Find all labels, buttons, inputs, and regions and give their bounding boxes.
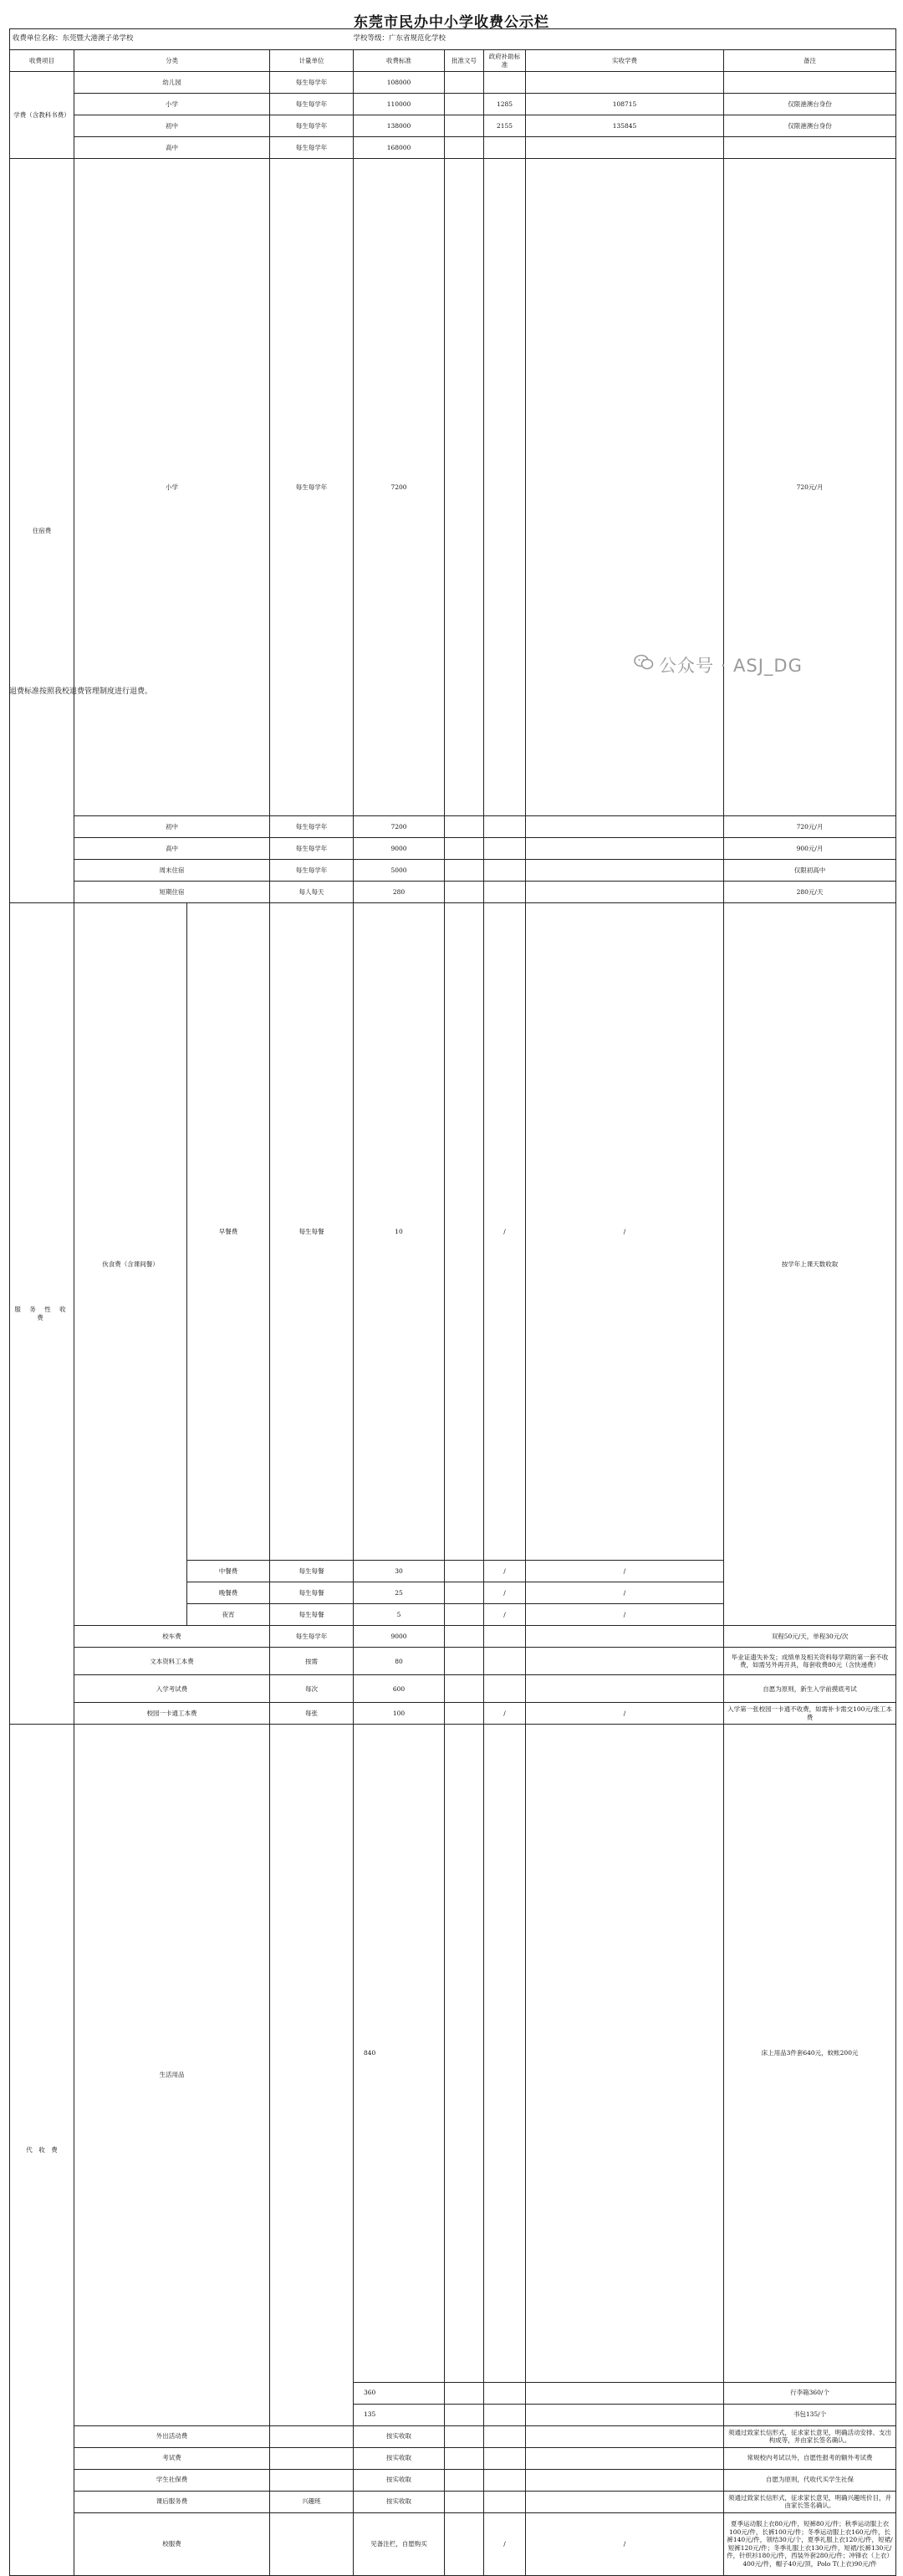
header-unit: 计量单位 — [270, 50, 354, 72]
fee-table — [9, 28, 896, 2576]
table-row: 服 务 性 收 费 伙食费（含课间餐） 早餐费 每生每餐 10 / / 按学年上课天数收取 — [10, 903, 896, 1561]
wechat-icon — [634, 654, 654, 671]
meal-note: 按学年上课天数收取 — [724, 903, 896, 1626]
table-row: 360 行李箱360/个 — [10, 2382, 896, 2404]
grade-label: 学校等级： — [353, 34, 390, 43]
daily-label: 生活用品 — [74, 1725, 270, 2425]
table-row: 135 书包135/个 — [10, 2404, 896, 2425]
table-row: 校服费 见备注栏，自愿购买 / / 夏季运动服上衣80元/件，短裤80元/件；秋季运动服上衣100元/件，长裤100元/件；冬季运动服上衣160元/件，长裤140元/件，领结30元/个，夏季礼服上衣120元/件，短裙/短裤120元/件；冬季礼服上衣130元/件，短裙/长裤130元/件，针织衫180元/件，西装外套280元/件；冲锋衣（上衣）400元/件，帽子40元/顶，Polo T(上衣)90元/件 — [10, 2512, 896, 2575]
boarding-label: 住宿费 — [10, 159, 74, 903]
table-row: 代 收 费 生活用品 840 床上用品3件套640元，蚊帐200元 — [10, 1725, 896, 2382]
table-row: 短期住宿 每人每天 280 280元/天 — [10, 882, 896, 903]
header-row — [10, 50, 896, 72]
table-row: 周末住宿 每生每学年 5000 仅限初高中 — [10, 860, 896, 882]
header-actual: 实收学费 — [526, 50, 724, 72]
table-row: 中餐费 每生每餐 30 / / — [10, 1561, 896, 1582]
table-row: 夜宵 每生每餐 5 / / — [10, 1604, 896, 1626]
header-category: 分类 — [74, 50, 270, 72]
table-row: 校车费 每生每学年 9000 双程50元/天，单程30元/次 — [10, 1626, 896, 1648]
table-row: 高中 每生每学年 168000 — [10, 137, 896, 159]
tuition-label: 学费（含教科书费） — [10, 72, 74, 159]
info-row — [10, 29, 896, 50]
table-row: 校园一卡通工本费 每张 100 / / 入学第一张校园一卡通不收费，如需补卡需交100元/张工本费 — [10, 1703, 896, 1725]
grade-value: 广东省规范化学校 — [389, 34, 446, 43]
table-row: 小学 每生每学年 110000 1285 108715 仅限港澳台身份 — [10, 94, 896, 115]
unit-value: 东莞暨大港澳子弟学校 — [62, 34, 134, 43]
unit-label: 收费单位名称： — [13, 34, 63, 43]
table-row: 晚餐费 每生每餐 25 / / — [10, 1582, 896, 1604]
table-row: 住宿费 小学 每生每学年 7200 720元/月 — [10, 159, 896, 816]
table-row: 初中 每生每学年 138000 2155 135845 仅限港澳台身份 — [10, 115, 896, 137]
table-row: 文本资料工本费 按需 80 毕业证遗失补发；成绩单及相关资料每学期的第一套不收费，如需另外再开具，每套收费80元（含快递费） — [10, 1648, 896, 1675]
collect-label: 代 收 费 — [10, 1725, 74, 2575]
table-row: 学生社保费 按实收取 自愿为原则，代收代买学生社保 — [10, 2469, 896, 2491]
meal-label: 伙食费（含课间餐） — [74, 903, 187, 1626]
watermark — [659, 652, 803, 677]
table-row: 入学考试费 每次 600 自愿为原则，新生入学前摸底考试 — [10, 1675, 896, 1703]
footer-note: 退费标准按照我校退费管理制度进行退费。 — [9, 687, 153, 696]
watermark-text: 公众号 · ASJ_DG — [659, 656, 803, 676]
table-row: 外出活动费 按实收取 须通过致家长信形式，征求家长意见，明确活动安排、支出构成等，并由家长签名确认。 — [10, 2425, 896, 2447]
table-row: 高中 每生每学年 9000 900元/月 — [10, 838, 896, 860]
page-title: 东莞市民办中小学收费公示栏 — [354, 14, 549, 31]
header-approval: 批准文号 — [445, 50, 484, 72]
table-row: 考试费 按实收取 常规校内考试以外，自愿性报考的额外考试费 — [10, 2447, 896, 2469]
service-label: 服 务 性 收 费 — [10, 903, 74, 1725]
table-row: 课后服务费 兴趣班 按实收取 须通过致家长信形式，征求家长意见，明确兴趣班价目，并由家长签名确认。 — [10, 2491, 896, 2512]
table-row: 学费（含教科书费） 幼儿园 每生每学年 108000 — [10, 72, 896, 94]
header-item: 收费项目 — [10, 50, 74, 72]
header-note: 备注 — [724, 50, 896, 72]
header-subsidy: 政府补助标准 — [484, 50, 526, 72]
header-standard: 收费标准 — [354, 50, 445, 72]
table-row: 初中 每生每学年 7200 720元/月 — [10, 816, 896, 838]
